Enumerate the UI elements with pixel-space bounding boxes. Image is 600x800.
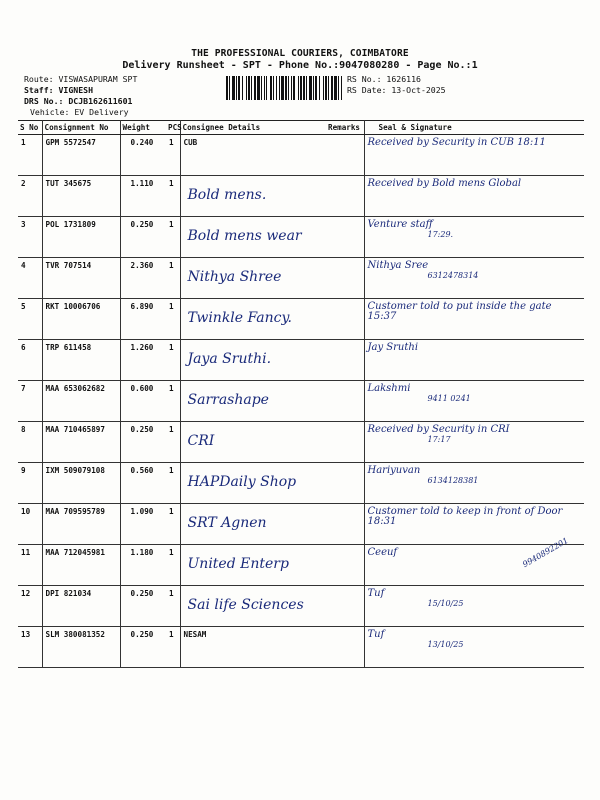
- barcode-bar: [315, 76, 317, 100]
- row-weight: 1.090: [120, 504, 166, 545]
- barcode-bar: [313, 76, 314, 100]
- row-pcs: 1: [166, 258, 180, 299]
- col-pcs: PCS: [166, 121, 180, 135]
- row-consignee: [180, 545, 326, 586]
- barcode-bar: [246, 76, 247, 100]
- row-signature: [364, 627, 584, 668]
- row-sno: 12: [18, 586, 42, 627]
- route-label: Route: VISWASAPURAM SPT: [24, 74, 138, 84]
- barcode-bar: [242, 76, 243, 100]
- barcode-bar: [323, 76, 324, 100]
- row-pcs: 1: [166, 463, 180, 504]
- row-pcs: 1: [166, 135, 180, 176]
- signature-text: Customer told to put inside the gate 15:37: [367, 301, 552, 322]
- row-consignee: [180, 463, 326, 504]
- table-row: [18, 217, 584, 258]
- signature-text: Venture staff: [367, 219, 433, 230]
- consignee-text: Bold mens.: [187, 187, 267, 203]
- row-consignee: [180, 381, 326, 422]
- row-remarks: [326, 299, 364, 340]
- barcode-bar: [264, 76, 265, 100]
- row-remarks: [326, 258, 364, 299]
- drs-label: DRS No.: DCJB162611601: [24, 96, 133, 106]
- row-signature: [364, 504, 584, 545]
- row-signature: [364, 586, 584, 627]
- row-weight: 1.180: [120, 545, 166, 586]
- row-weight: 0.560: [120, 463, 166, 504]
- signature-text: Received by Security in CUB 18:11: [367, 137, 546, 148]
- table-row: [18, 545, 584, 586]
- row-pcs: 1: [166, 217, 180, 258]
- row-signature: [364, 217, 584, 258]
- row-remarks: [326, 463, 364, 504]
- col-seal: Seal & Signature: [364, 121, 584, 135]
- consignee-text: United Enterp: [187, 556, 289, 572]
- row-consignee: [180, 422, 326, 463]
- row-consignment-no: TUT 345675: [42, 176, 120, 217]
- barcode-bar: [261, 76, 262, 100]
- row-remarks: [326, 217, 364, 258]
- row-signature: [364, 463, 584, 504]
- row-weight: 2.360: [120, 258, 166, 299]
- row-consignment-no: GPM 5572547: [42, 135, 120, 176]
- row-weight: 0.250: [120, 217, 166, 258]
- row-remarks: [326, 504, 364, 545]
- barcode-bar: [303, 76, 305, 100]
- col-consignment: Consignment No: [42, 121, 120, 135]
- consignee-text: Sarrashape: [187, 392, 269, 408]
- signature-note: 17:29.: [427, 230, 454, 239]
- row-sno: 8: [18, 422, 42, 463]
- row-signature: [364, 135, 584, 176]
- row-sno: 6: [18, 340, 42, 381]
- row-remarks: [326, 545, 364, 586]
- signature-note: 17:17: [427, 435, 451, 444]
- rs-number: RS No.: 1626116: [347, 74, 421, 84]
- table-row: [18, 135, 584, 176]
- barcode-bar: [293, 76, 295, 100]
- row-remarks: [326, 586, 364, 627]
- barcode-bar: [341, 76, 342, 100]
- barcode-bar: [279, 76, 280, 100]
- table-row: [18, 258, 584, 299]
- row-consignee: [180, 504, 326, 545]
- row-remarks: [326, 340, 364, 381]
- signature-text: Received by Security in CRI: [367, 424, 510, 435]
- signature-text: Lakshmi: [367, 383, 411, 394]
- barcode-bar: [229, 76, 230, 100]
- row-weight: 6.890: [120, 299, 166, 340]
- row-consignee: [180, 176, 326, 217]
- row-signature: [364, 340, 584, 381]
- consignee-text: NESAM: [183, 630, 207, 639]
- row-signature: [364, 381, 584, 422]
- table-row: [18, 176, 584, 217]
- row-remarks: [326, 422, 364, 463]
- barcode-bar: [238, 76, 240, 100]
- row-weight: 0.600: [120, 381, 166, 422]
- barcode-bar: [300, 76, 302, 100]
- consignee-text: Nithya Shree: [187, 269, 282, 285]
- runsheet-table: [18, 120, 584, 668]
- row-consignment-no: TRP 611458: [42, 340, 120, 381]
- row-remarks: [326, 176, 364, 217]
- row-sno: 3: [18, 217, 42, 258]
- col-remarks: Remarks: [326, 121, 364, 135]
- table-row: [18, 504, 584, 545]
- row-sno: 2: [18, 176, 42, 217]
- consignee-text: Jaya Sruthi.: [187, 351, 272, 367]
- table-row: [18, 422, 584, 463]
- row-pcs: 1: [166, 299, 180, 340]
- row-consignee: [180, 586, 326, 627]
- barcode-bar: [338, 76, 339, 100]
- row-consignment-no: MAA 710465897: [42, 422, 120, 463]
- row-consignment-no: RKT 10006706: [42, 299, 120, 340]
- company-title: THE PROFESSIONAL COURIERS, COIMBATORE: [191, 48, 409, 59]
- barcode-bar: [226, 76, 228, 100]
- signature-note: 15/10/25: [427, 599, 464, 608]
- row-pcs: 1: [166, 586, 180, 627]
- barcode-bar: [236, 76, 237, 100]
- barcode-bar: [257, 76, 260, 100]
- barcode-bar: [251, 76, 252, 100]
- row-signature: [364, 299, 584, 340]
- runsheet-subtitle: Delivery Runsheet - SPT - Phone No.:9047080280 - Page No.:1: [122, 60, 478, 71]
- row-weight: 0.240: [120, 135, 166, 176]
- table-row: [18, 299, 584, 340]
- barcode-bar: [288, 76, 289, 100]
- row-consignment-no: DPI 821034: [42, 586, 120, 627]
- row-sno: 4: [18, 258, 42, 299]
- col-sno: S No: [18, 121, 42, 135]
- row-remarks: [326, 381, 364, 422]
- row-remarks: [326, 627, 364, 668]
- signature-text: Tuf: [367, 629, 385, 640]
- row-sno: 10: [18, 504, 42, 545]
- barcode-bar: [306, 76, 307, 100]
- signature-note: 6312478314: [427, 271, 479, 280]
- row-signature: [364, 258, 584, 299]
- row-pcs: 1: [166, 422, 180, 463]
- row-consignee: [180, 135, 326, 176]
- row-pcs: 1: [166, 545, 180, 586]
- signature-note: 13/10/25: [427, 640, 464, 649]
- row-weight: 0.250: [120, 627, 166, 668]
- consignee-text: HAPDaily Shop: [187, 474, 297, 490]
- barcode-bar: [281, 76, 284, 100]
- barcode-bar: [266, 76, 267, 100]
- row-weight: 1.110: [120, 176, 166, 217]
- barcode-bar: [325, 76, 327, 100]
- row-signature: [364, 422, 584, 463]
- consignee-text: Bold mens wear: [187, 228, 302, 244]
- barcode-bar: [298, 76, 299, 100]
- row-consignment-no: MAA 709595789: [42, 504, 120, 545]
- signature-text: Received by Bold mens Global: [367, 178, 522, 189]
- margin-phone-note: 9940892201: [521, 535, 570, 570]
- signature-text: Nithya Sree: [367, 260, 429, 271]
- signature-text: Tuf: [367, 588, 385, 599]
- barcode-bar: [334, 76, 337, 100]
- row-sno: 11: [18, 545, 42, 586]
- row-consignment-no: SLM 380081352: [42, 627, 120, 668]
- row-signature: [364, 176, 584, 217]
- runsheet-meta-right: [347, 74, 446, 96]
- signature-note: 6134128381: [427, 476, 479, 485]
- row-pcs: 1: [166, 176, 180, 217]
- signature-text: Customer told to keep in front of Door 18:31: [367, 506, 563, 527]
- row-sno: 5: [18, 299, 42, 340]
- consignee-text: Sai life Sciences: [187, 597, 304, 613]
- row-consignment-no: MAA 653062682: [42, 381, 120, 422]
- row-consignment-no: POL 1731809: [42, 217, 120, 258]
- row-sno: 9: [18, 463, 42, 504]
- barcode-bar: [331, 76, 333, 100]
- rs-date: RS Date: 13-Oct-2025: [347, 85, 446, 95]
- row-weight: 0.250: [120, 422, 166, 463]
- row-pcs: 1: [166, 340, 180, 381]
- barcode-bar: [291, 76, 292, 100]
- table-row: [18, 627, 584, 668]
- row-sno: 1: [18, 135, 42, 176]
- consignee-text: Twinkle Fancy.: [187, 310, 292, 326]
- runsheet-meta-left: [24, 74, 137, 118]
- barcode-bar: [276, 76, 277, 100]
- row-sno: 7: [18, 381, 42, 422]
- table-row: [18, 463, 584, 504]
- row-consignment-no: IXM 509079108: [42, 463, 120, 504]
- row-consignee: [180, 217, 326, 258]
- row-pcs: 1: [166, 504, 180, 545]
- row-consignee: [180, 340, 326, 381]
- staff-label: Staff: VIGNESH: [24, 85, 94, 95]
- barcode-icon: [226, 76, 342, 100]
- table-row: [18, 381, 584, 422]
- consignee-text: SRT Agnen: [187, 515, 267, 531]
- barcode-bar: [309, 76, 312, 100]
- row-pcs: 1: [166, 381, 180, 422]
- vehicle-label: Vehicle: EV Delivery: [30, 107, 129, 117]
- barcode-bar: [232, 76, 235, 100]
- signature-note: 9411 0241: [427, 394, 471, 403]
- row-weight: 0.250: [120, 586, 166, 627]
- barcode-bar: [248, 76, 250, 100]
- col-weight: Weight: [120, 121, 166, 135]
- barcode-bar: [285, 76, 287, 100]
- signature-text: Jay Sruthi: [367, 342, 419, 353]
- consignee-text: CUB: [183, 138, 198, 147]
- table-row: [18, 340, 584, 381]
- barcode-bar: [270, 76, 272, 100]
- row-consignee: [180, 627, 326, 668]
- row-consignee: [180, 299, 326, 340]
- row-consignee: [180, 258, 326, 299]
- row-remarks: [326, 135, 364, 176]
- consignee-text: CRI: [187, 433, 215, 449]
- signature-text: Ceeuf: [367, 547, 398, 558]
- row-pcs: 1: [166, 627, 180, 668]
- table-header: [18, 121, 584, 135]
- row-sno: 13: [18, 627, 42, 668]
- row-consignment-no: TVR 707514: [42, 258, 120, 299]
- signature-text: Hariyuvan: [367, 465, 421, 476]
- barcode-bar: [328, 76, 329, 100]
- barcode-bar: [273, 76, 274, 100]
- row-consignment-no: MAA 712045981: [42, 545, 120, 586]
- barcode-bar: [254, 76, 256, 100]
- row-weight: 1.260: [120, 340, 166, 381]
- table-row: [18, 586, 584, 627]
- barcode-bar: [319, 76, 320, 100]
- col-consignee: Consignee Details: [180, 121, 326, 135]
